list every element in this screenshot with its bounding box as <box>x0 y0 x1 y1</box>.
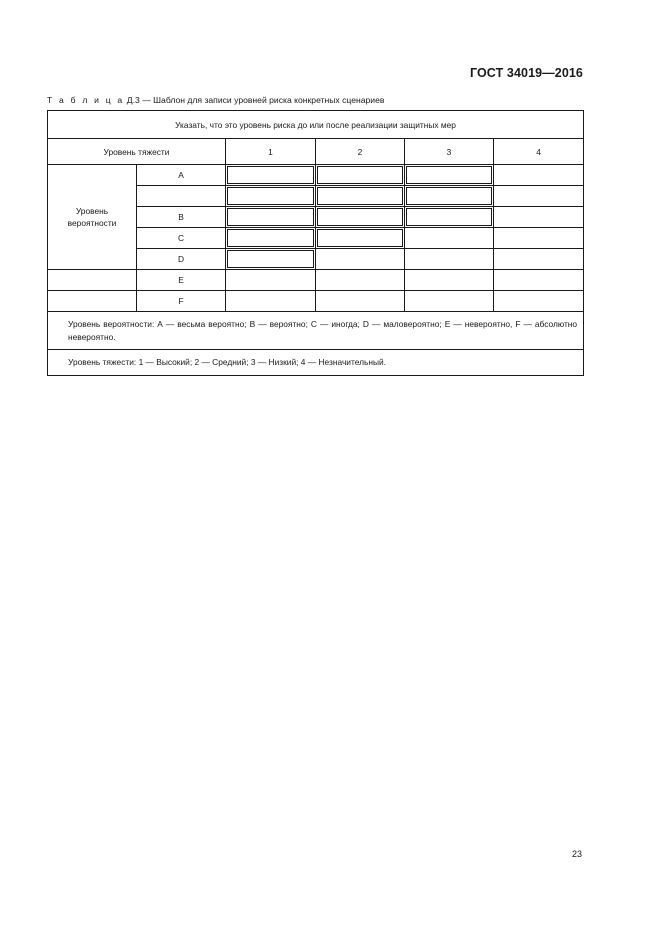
table-row <box>48 165 584 186</box>
table-caption <box>47 95 384 105</box>
risk-cell <box>316 291 405 312</box>
page-number: 23 <box>572 849 583 859</box>
severity-level-1: 1 <box>226 139 316 165</box>
row-label-empty <box>137 186 226 207</box>
risk-cell <box>226 270 316 291</box>
risk-cell <box>405 270 494 291</box>
table-row <box>48 291 584 312</box>
risk-cell <box>494 165 584 186</box>
table-caption-title: — Шаблон для записи уровней риска конкретных сценариев <box>142 95 385 105</box>
risk-cell <box>226 249 316 270</box>
table-row <box>48 111 584 139</box>
risk-cell <box>405 249 494 270</box>
table-caption-label: Т а б л и ц а <box>47 95 125 105</box>
row-label-d: D <box>137 249 226 270</box>
risk-cell <box>226 228 316 249</box>
risk-cell <box>316 228 405 249</box>
row-label-a: A <box>137 165 226 186</box>
risk-cell <box>494 270 584 291</box>
risk-cell <box>316 207 405 228</box>
risk-cell <box>316 249 405 270</box>
risk-cell <box>405 291 494 312</box>
risk-cell <box>494 207 584 228</box>
risk-cell <box>226 291 316 312</box>
severity-level-2: 2 <box>316 139 405 165</box>
risk-cell <box>226 165 316 186</box>
risk-levels-table <box>47 110 584 376</box>
risk-cell <box>226 207 316 228</box>
row-label-c: C <box>137 228 226 249</box>
top-instruction-cell: Указать, что это уровень риска до или после реализации защитных мер <box>48 111 584 139</box>
table-row <box>48 270 584 291</box>
risk-cell <box>494 186 584 207</box>
probability-note: Уровень вероятности: А — весьма вероятно; В — вероятно; С — иногда; D — маловероятно; Е — невероятно, F — абсолютно невероятно. <box>48 312 584 350</box>
risk-cell <box>316 165 405 186</box>
table-row <box>48 312 584 350</box>
risk-cell <box>405 186 494 207</box>
document-code: ГОСТ 34019—2016 <box>469 66 583 80</box>
empty-left-cell <box>48 270 137 291</box>
table-caption-number: Д.3 <box>126 95 140 105</box>
table-row <box>48 350 584 376</box>
table-row <box>48 139 584 165</box>
probability-header-cell: Уровень вероятности <box>48 165 137 270</box>
risk-cell <box>405 207 494 228</box>
risk-cell <box>226 186 316 207</box>
risk-cell <box>405 165 494 186</box>
severity-header-cell: Уровень тяжести <box>48 139 226 165</box>
risk-cell <box>316 186 405 207</box>
risk-cell <box>316 270 405 291</box>
risk-cell <box>494 228 584 249</box>
empty-left-cell <box>48 291 137 312</box>
row-label-e: E <box>137 270 226 291</box>
severity-level-4: 4 <box>494 139 584 165</box>
row-label-b: B <box>137 207 226 228</box>
row-label-f: F <box>137 291 226 312</box>
risk-cell <box>494 291 584 312</box>
severity-note: Уровень тяжести: 1 — Высокий; 2 — Средний; 3 — Низкий; 4 — Незначительный. <box>48 350 584 376</box>
risk-cell <box>405 228 494 249</box>
risk-cell <box>494 249 584 270</box>
severity-level-3: 3 <box>405 139 494 165</box>
